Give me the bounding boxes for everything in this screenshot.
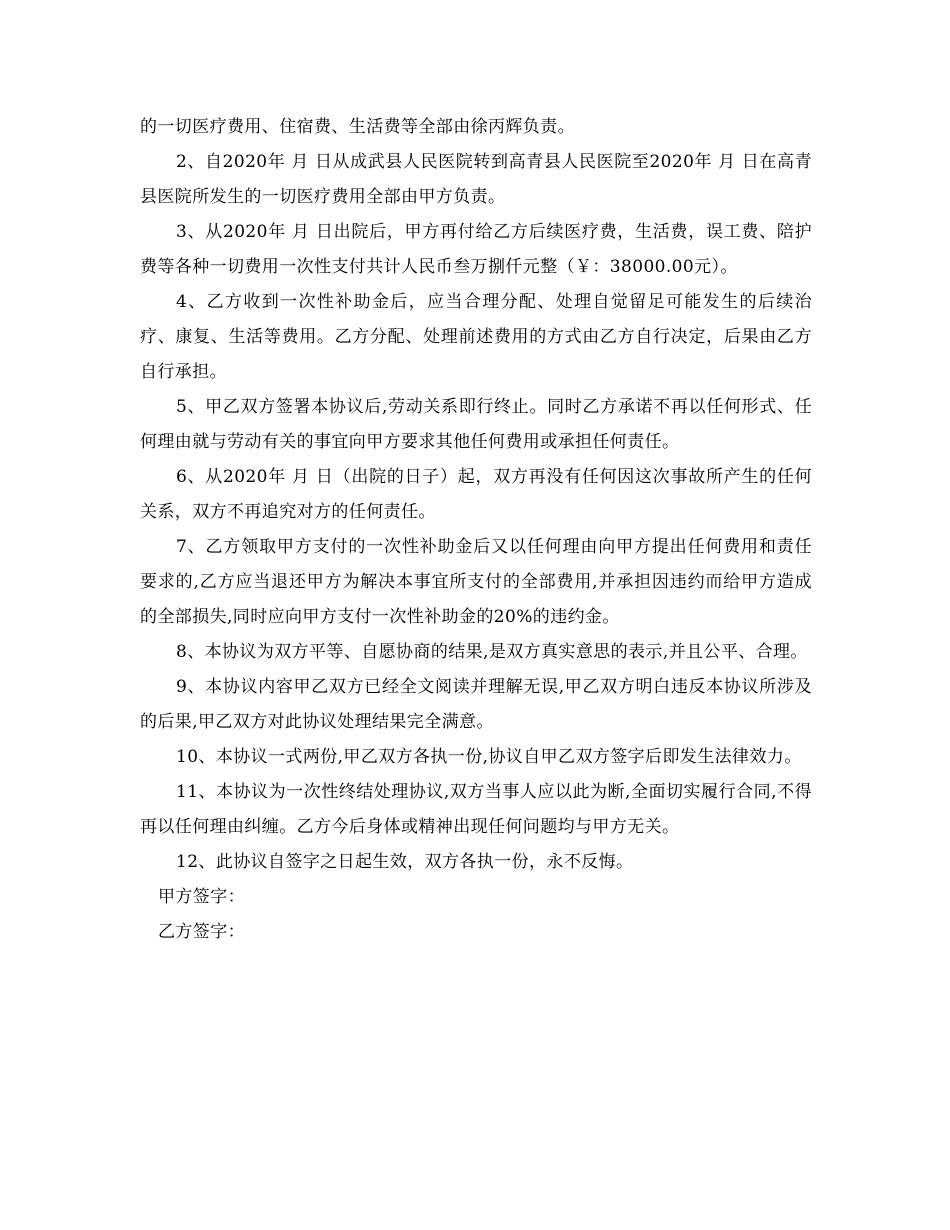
party-b-signature-label: 乙方签字： <box>158 922 245 942</box>
clause-8: 8、本协议为双方平等、自愿协商的结果,是双方真实意思的表示,并且公平、合理。 <box>176 642 808 662</box>
party-a-signature-label: 甲方签字： <box>158 887 245 907</box>
clause-5: 5、甲乙双方签署本协议后,劳动关系即行终止。同时乙方承诺不再以任何形式、任何理由就与劳动有关的事宜向甲方要求其他任何费用或承担任何责任。 <box>140 397 812 452</box>
paragraph-continuation: 的一切医疗费用、住宿费、生活费等全部由徐丙辉负责。 <box>140 117 575 137</box>
clause-10: 10、本协议一式两份,甲乙双方各执一份,协议自甲乙双方签字后即发生法律效力。 <box>176 747 802 767</box>
agreement-body <box>140 110 812 950</box>
clause-3: 3、从2020年 月 日出院后，甲方再付给乙方后续医疗费，生活费，误工费、陪护费等各种一切费用一次性支付共计人民币叁万捌仟元整（￥：38000.00元）。 <box>140 222 812 277</box>
clause-12: 12、此协议自签字之日起生效，双方各执一份，永不反悔。 <box>176 852 634 872</box>
clause-9: 9、本协议内容甲乙双方已经全文阅读并理解无误,甲乙双方明白违反本协议所涉及的后果,甲乙双方对此协议处理结果完全满意。 <box>140 677 812 732</box>
clause-11: 11、本协议为一次性终结处理协议,双方当事人应以此为断,全面切实履行合同,不得再以任何理由纠缠。乙方今后身体或精神出现任何问题均与甲方无关。 <box>140 782 812 837</box>
clause-6: 6、从2020年 月 日（出院的日子）起，双方再没有任何因这次事故所产生的任何关系，双方不再追究对方的任何责任。 <box>140 467 812 522</box>
clause-2: 2、自2020年 月 日从成武县人民医院转到高青县人民医院至2020年 月 日在高青县医院所发生的一切医疗费用全部由甲方负责。 <box>140 152 812 207</box>
clause-4: 4、乙方收到一次性补助金后，应当合理分配、处理自觉留足可能发生的后续治疗、康复、生活等费用。乙方分配、处理前述费用的方式由乙方自行决定，后果由乙方自行承担。 <box>140 292 812 382</box>
clause-7: 7、乙方领取甲方支付的一次性补助金后又以任何理由向甲方提出任何费用和责任要求的,乙方应当退还甲方为解决本事宜所支付的全部费用,并承担因违约而给甲方造成的全部损失,同时应向甲方支付一次性补助金的20%的违约金。 <box>140 537 812 627</box>
